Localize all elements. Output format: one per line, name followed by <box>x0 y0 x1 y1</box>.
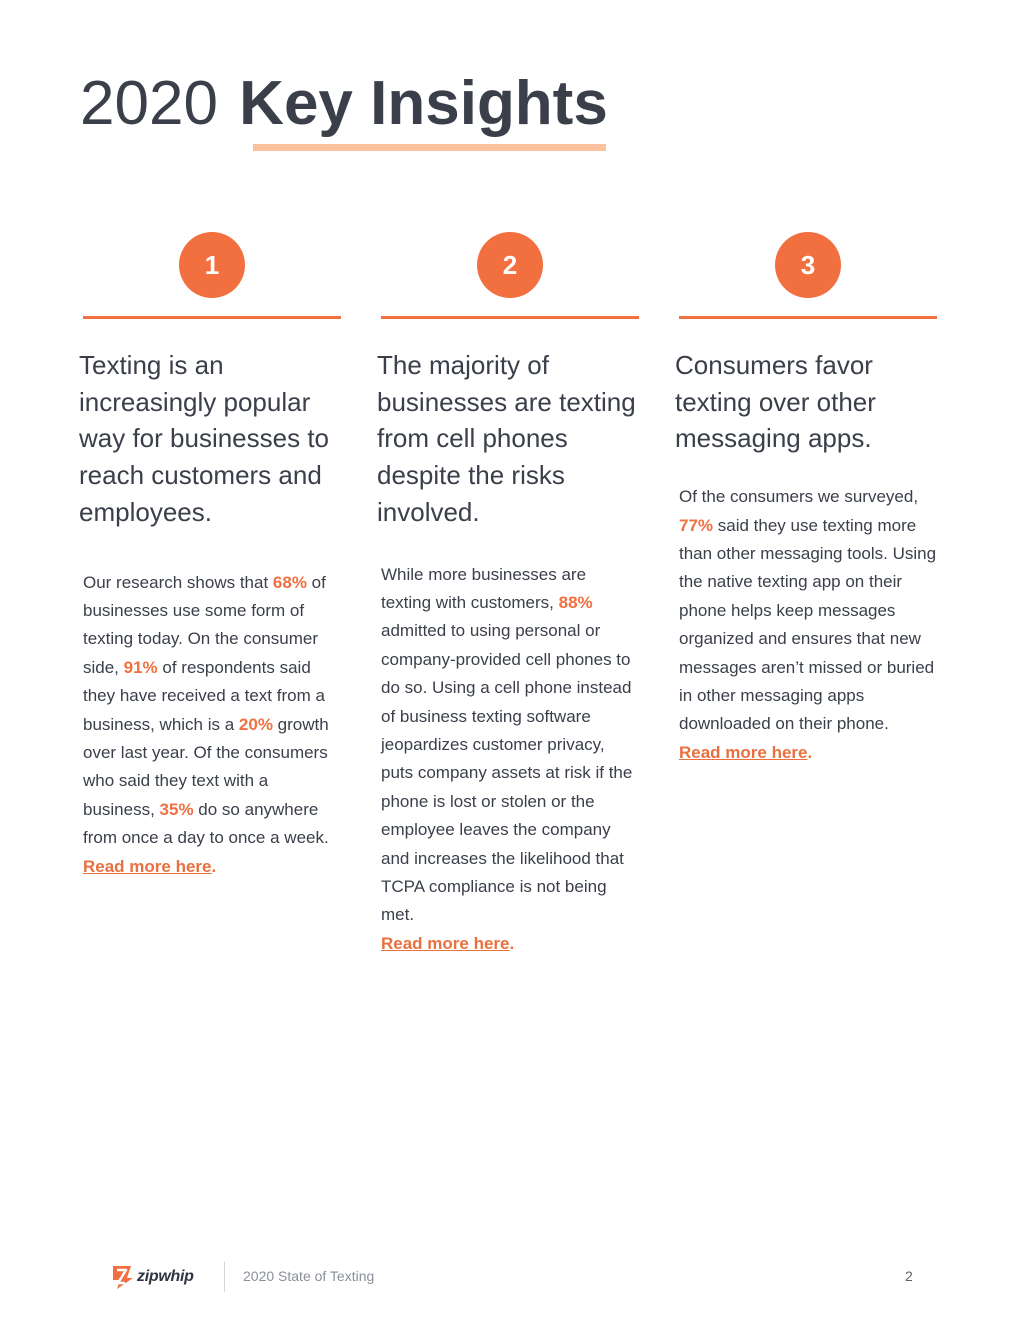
insight-body <box>381 561 639 959</box>
read-more-link[interactable]: Read more here <box>679 742 808 762</box>
insight-heading: Texting is an increasingly popular way for businesses to reach customers and employees. <box>79 350 330 527</box>
brand-logo <box>109 1264 194 1290</box>
insight-body <box>679 483 937 767</box>
body-text: do so anywhere from once a day to once a week. <box>83 799 329 848</box>
page-number: 2 <box>905 1268 913 1284</box>
link-period: . <box>211 856 217 876</box>
read-more-link[interactable]: Read more here <box>83 856 212 876</box>
insight-number-badge: 3 <box>775 232 841 298</box>
title-underline <box>253 144 606 151</box>
body-text: growth over last year. Of the consumers who said they text with a business, <box>83 714 329 819</box>
stat-highlight: 77% <box>679 515 714 535</box>
insight-column-1 <box>79 232 341 881</box>
footer-divider <box>224 1262 225 1292</box>
body-text: said they use texting more than other messaging tools. Using the native texting app on their phone helps keep messages organized and ensures that new messages aren’t missed or buried in other messaging apps downloaded on their phone. <box>679 515 937 734</box>
insight-column-3 <box>675 232 937 767</box>
read-more-link[interactable]: Read more here <box>381 933 510 953</box>
insight-number-badge: 1 <box>179 232 245 298</box>
insight-number-badge: 2 <box>477 232 543 298</box>
logo-wordmark: zipwhip <box>137 1268 194 1285</box>
footer-doc-title: 2020 State of Texting <box>243 1268 375 1284</box>
insight-column-2 <box>377 232 639 958</box>
insight-heading: The majority of businesses are texting from cell phones despite the risks involved. <box>377 350 636 527</box>
body-text: of businesses use some form of texting today. On the consumer side, <box>83 572 326 677</box>
body-text: admitted to using personal or company-provided cell phones to do so. Using a cell phone instead of business texting software jeopardizes customer privacy, puts company assets at risk if the phone is lost or stolen or the employee leaves the company and increases the likelihood that TCPA compliance is not being met. <box>381 621 633 925</box>
page-title-main: Key Insights <box>239 69 608 138</box>
body-text: Our research shows that <box>83 572 273 592</box>
insight-divider <box>381 316 639 319</box>
body-text: Of the consumers we surveyed, <box>679 487 919 507</box>
page-footer <box>0 1258 1020 1298</box>
stat-highlight: 91% <box>123 657 158 677</box>
insight-divider <box>679 316 937 319</box>
insight-heading: Consumers favor texting over other messaging apps. <box>675 350 876 454</box>
body-text: While more businesses are texting with customers, <box>381 564 587 612</box>
page-title <box>80 68 608 140</box>
stat-highlight: 88% <box>558 592 593 612</box>
insight-body <box>83 569 341 881</box>
page-title-year: 2020 <box>80 69 218 138</box>
stat-highlight: 35% <box>159 799 194 819</box>
link-period: . <box>509 933 515 953</box>
link-period: . <box>807 742 813 762</box>
zipwhip-logo-icon <box>109 1264 135 1290</box>
stat-highlight: 20% <box>238 714 273 734</box>
insight-divider <box>83 316 341 319</box>
body-text: of respondents said they have received a text from a business, which is a <box>83 657 325 734</box>
stat-highlight: 68% <box>272 572 307 592</box>
